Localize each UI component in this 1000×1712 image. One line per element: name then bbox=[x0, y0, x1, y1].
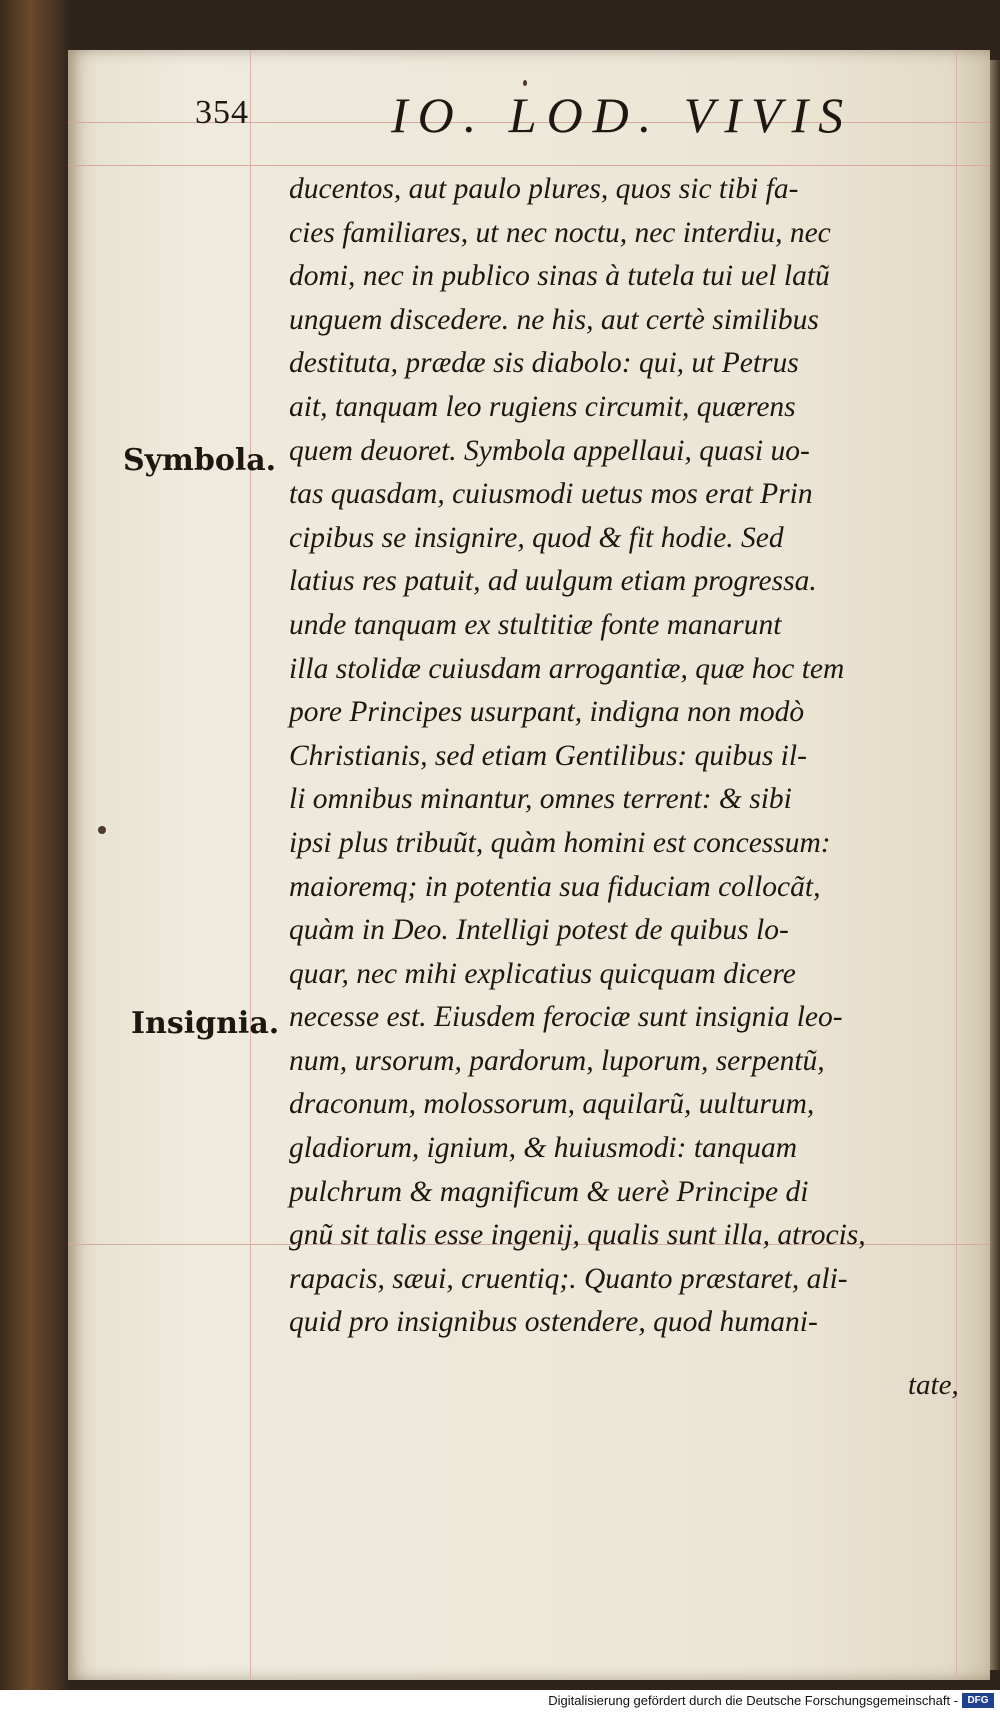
text-line: pore Principes usurpant, indigna non modò bbox=[289, 696, 805, 729]
footer-credit: Digitalisierung gefördert durch die Deutsche Forschungsgemeinschaft - bbox=[548, 1693, 958, 1708]
text-line: quàm in Deo. Intelligi potest de quibus lo- bbox=[289, 914, 789, 947]
text-line: cipibus se insignire, quod & fit hodie. Sed bbox=[289, 521, 784, 554]
text-line: ipsi plus tribuũt, quàm homini est concessum: bbox=[289, 826, 831, 859]
text-line: latius res patuit, ad uulgum etiam progressa. bbox=[289, 565, 817, 598]
running-head: IO. LOD. VIVIS bbox=[391, 87, 854, 143]
text-line: destituta, prædæ sis diabolo: qui, ut Petrus bbox=[289, 347, 799, 380]
marginal-note-symbola: Symbola. bbox=[123, 443, 277, 478]
dfg-logo-icon: DFG bbox=[962, 1693, 994, 1708]
text-line: domi, nec in publico sinas à tutela tui uel latũ bbox=[289, 260, 830, 293]
text-line: necesse est. Eiusdem ferociæ sunt insignia leo- bbox=[289, 1001, 843, 1034]
page-edge bbox=[990, 60, 1000, 1670]
text-line: draconum, molossorum, aquilarũ, uulturum, bbox=[289, 1088, 815, 1121]
body-text bbox=[289, 168, 961, 1345]
catchword: tate, bbox=[908, 1369, 959, 1401]
text-line: ducentos, aut paulo plures, quos sic tibi fa- bbox=[289, 173, 799, 205]
ruling-line-head bbox=[68, 165, 990, 166]
text-line: gnũ sit talis esse ingenij, qualis sunt illa, atrocis, bbox=[289, 1219, 866, 1252]
ink-speck bbox=[98, 826, 106, 834]
text-line: quar, nec mihi explicatius quicquam dicere bbox=[289, 957, 796, 990]
marginal-note-insignia: Insignia. bbox=[131, 1006, 280, 1041]
text-line: rapacis, sæui, cruentiq;. Quanto præstaret, ali- bbox=[289, 1262, 848, 1295]
text-line: quem deuoret. Symbola appellaui, quasi uo- bbox=[289, 434, 810, 467]
text-line: pulchrum & magnificum & uerè Principe di bbox=[289, 1175, 809, 1208]
text-line: gladiorum, ignium, & huiusmodi: tanquam bbox=[289, 1132, 798, 1165]
footer-bar bbox=[0, 1690, 1000, 1712]
text-line: ait, tanquam leo rugiens circumit, quærens bbox=[289, 390, 796, 423]
text-line: cies familiares, ut nec noctu, nec interdiu, nec bbox=[289, 216, 831, 249]
text-line: unguem discedere. ne his, aut certè similibus bbox=[289, 303, 819, 336]
text-line: li omnibus minantur, omnes terrent: & sibi bbox=[289, 783, 792, 816]
text-line: illa stolidæ cuiusdam arrogantiæ, quæ hoc tem bbox=[289, 652, 845, 685]
text-line: maioremq; in potentia sua fiduciam collocãt, bbox=[289, 870, 821, 903]
text-line: Christianis, sed etiam Gentilibus: quibus il- bbox=[289, 739, 807, 772]
text-line: num, ursorum, pardorum, luporum, serpentũ, bbox=[289, 1044, 825, 1077]
page-number: 354 bbox=[195, 94, 249, 131]
page-header bbox=[195, 86, 875, 146]
text-line: quid pro insignibus ostendere, quod humani- bbox=[289, 1306, 818, 1339]
text-line: tas quasdam, cuiusmodi uetus mos erat Prin bbox=[289, 478, 813, 511]
text-line: unde tanquam ex stultitiæ fonte manarunt bbox=[289, 608, 782, 641]
ruling-line-left bbox=[250, 50, 251, 1680]
